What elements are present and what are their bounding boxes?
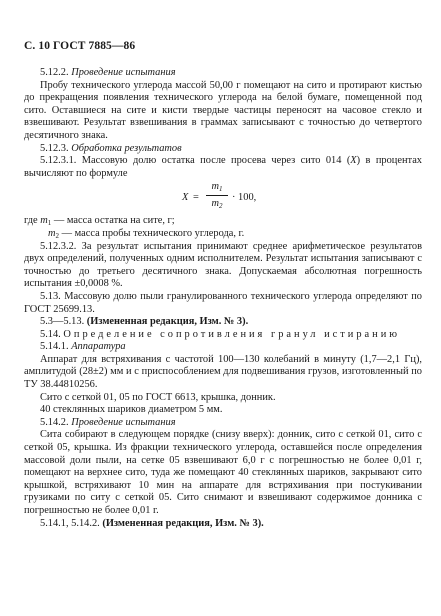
formula-equals: = — [193, 192, 199, 204]
formula — [24, 181, 422, 215]
section-title: Проведение испытания — [71, 67, 176, 78]
formula-lhs: X — [182, 192, 189, 204]
section-number: 5.12.3. — [40, 142, 69, 154]
section-5-14-1-sieves: Сито с сеткой 01, 05 по ГОСТ 6613, крышка, донник. — [40, 391, 276, 403]
fraction-numerator: $m_1$ — [211, 181, 223, 194]
formula-legend-m2: $m_2$ — масса пробы технического углерода, г. — [48, 227, 245, 240]
page-header: С. 10 ГОСТ 7885—86 — [24, 40, 136, 52]
fraction-bar — [206, 195, 228, 196]
section-5-14-2-body: Сита собирают в следующем порядке (снизу вверх): донник, сито с сеткой 01, сито с сеткой 05, крышка. Из фракции технического углерода, оставшейся после определения массовой доли пыли, на сетке 05 взвешивают 6,0 г с погрешностью не более 0,01 г, помещают на верхнее сито, туда же помещают 40 стеклянных шариков, закрывают сито крышкой, встряхивают 10 мин на аппарате для встряхивания при постукивании грузиками по ситу с сеткой 05. Сито снимают и взвешивают содержимое донника с погрешностью не более 0,01 г. — [24, 429, 422, 516]
section-5-14-1-balls: 40 стеклянных шариков диаметром 5 мм. — [40, 404, 223, 416]
amendment-note-5-14: 5.14.1, 5.14.2. (Измененная редакция, Изм. № 3). — [40, 517, 264, 529]
formula-fraction — [205, 181, 229, 211]
document-body — [24, 67, 422, 530]
section-5-12-2-heading — [24, 67, 422, 80]
section-5-12-3-1: 5.12.3.1. Массовую долю остатка после просева через сито 014 (X) в процентах вычисляют по формуле — [24, 155, 422, 179]
section-5-14-2-heading: 5.14.2. Проведение испытания — [40, 416, 176, 428]
section-title: Обработка результатов — [71, 142, 182, 154]
formula-legend-m1: где $m_1$ — масса остатка на сите, г; — [24, 215, 175, 228]
section-5-14-1-body: Аппарат для встряхивания с частотой 100—130 колебаний в минуту (1,7—2,1 Гц), амплитудой (28±2) мм и с приспособлением для подвешивания грузов, изготовленный по ТУ 38.44810256. — [24, 353, 422, 391]
section-5-12-3-2: 5.12.3.2. За результат испытания принимают среднее арифметическое результатов двух определений, полученных одним исполнителем. Результат испытания записывают с точностью до третьего десятичного знака. Допускаемая абсолютная погрешность испытания ±0,0008 %. — [24, 240, 422, 290]
section-5-12-2-body: Пробу технического углерода массой 50,00 г помещают на сито и протирают кистью до прекращения появления технического углерода на белой бумаге, помещенной под сито. Оставшиеся на сите и кисти твердые частицы переносят на часовое стекло и взвешивают. Результат взвешивания в граммах записывают с точностью до четвертого десятичного знака. — [24, 79, 422, 141]
amendment-note-5-3-5-13: 5.3—5.13. (Измененная редакция, Изм. № 3). — [40, 316, 249, 328]
section-5-12-3-heading — [24, 143, 422, 156]
section-5-14-heading: 5.14. Определение сопротивления гранул истиранию — [40, 328, 401, 340]
formula-multiplier: · 100, — [232, 192, 257, 204]
fraction-denominator: $m_2$ — [211, 198, 223, 211]
section-5-14-1-heading: 5.14.1. Аппаратура — [40, 341, 126, 353]
section-5-13: 5.13. Массовую долю пыли гранулированного технического углерода определяют по ГОСТ 25699.13. — [24, 290, 422, 315]
section-number: 5.12.2. — [40, 67, 69, 78]
